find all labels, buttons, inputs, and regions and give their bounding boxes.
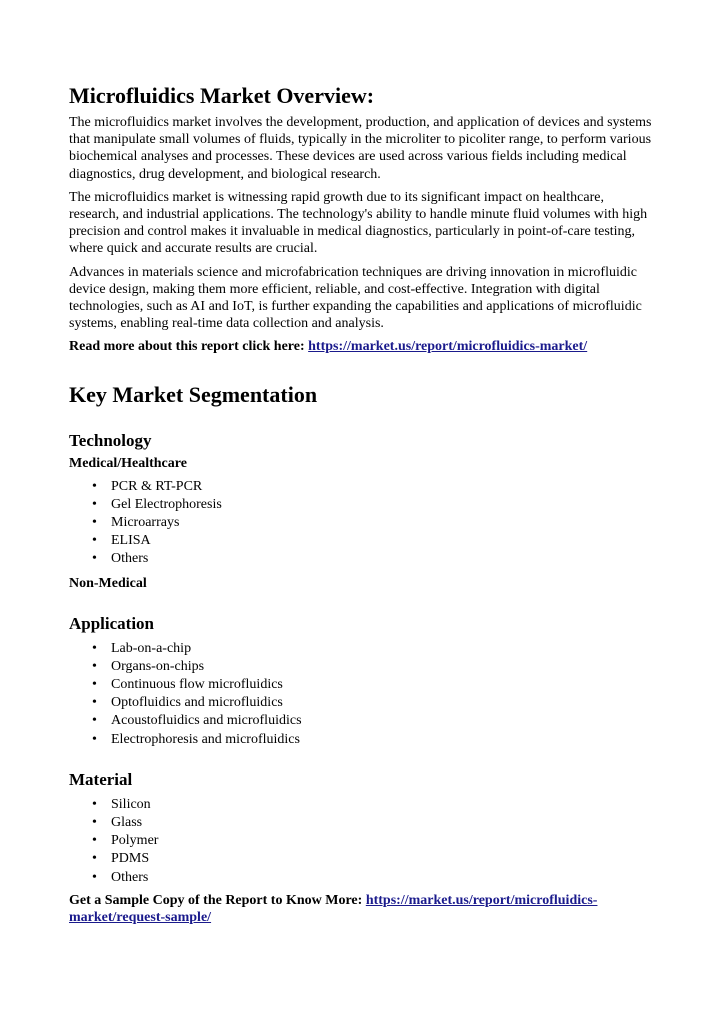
overview-paragraph-2: The microfluidics market is witnessing rapid growth due to its significant impact on healthcare, research, and industrial applications. The technology's ability to handle minute fluid volumes with high precision and control makes it invaluable in medical diagnostics, particularly in point-of-care testing, where quick and accurate results are crucial. (69, 189, 648, 257)
list-item: • PCR & RT-PCR (92, 478, 654, 496)
sample-copy-line (69, 892, 654, 926)
list-item: • Silicon (92, 796, 654, 814)
document-content (69, 82, 654, 932)
material-heading: Material (69, 769, 133, 789)
overview-title: Microfluidics Market Overview: (69, 83, 375, 108)
list-item: • Organs-on-chips (92, 658, 654, 676)
application-heading: Application (69, 613, 155, 633)
list-item: • Microarrays (92, 514, 654, 532)
technology-heading: Technology (69, 430, 152, 450)
list-item: • Polymer (92, 832, 654, 850)
list-item: • Acoustofluidics and microfluidics (92, 712, 654, 730)
medical-healthcare-label: Medical/Healthcare (69, 455, 187, 471)
application-list (69, 640, 654, 749)
list-item: • Electrophoresis and microfluidics (92, 731, 654, 749)
list-item: • Gel Electrophoresis (92, 496, 654, 514)
list-item: • Others (92, 869, 654, 887)
non-medical-label: Non-Medical (69, 575, 147, 591)
list-item: • PDMS (92, 850, 654, 868)
read-more-link[interactable]: https://market.us/report/microfluidics-market/ (308, 339, 588, 355)
sample-copy-link[interactable]: https://market.us/report/microfluidics-market/request-sample/ (69, 892, 598, 926)
segmentation-title: Key Market Segmentation (69, 381, 318, 407)
list-item: • Optofluidics and microfluidics (92, 694, 654, 712)
list-item: • ELISA (92, 532, 654, 550)
overview-paragraph-3: Advances in materials science and microfabrication techniques are driving innovation in microfluidic device design, making them more efficient, reliable, and cost-effective. Integration with digital technologies, such as AI and IoT, is further expanding the capabilities and applications of microfluidic systems, enabling real-time data collection and analysis. (69, 264, 642, 332)
list-item: • Continuous flow microfluidics (92, 676, 654, 694)
material-list (69, 796, 654, 887)
list-item: • Glass (92, 814, 654, 832)
read-more-label: Read more about this report click here: (69, 339, 309, 355)
list-item: • Others (92, 550, 654, 568)
medical-list (69, 478, 654, 569)
list-item: • Lab-on-a-chip (92, 640, 654, 658)
read-more-line (69, 338, 654, 355)
overview-paragraph-1: The microfluidics market involves the development, production, and application of devices and systems that manipulate small volumes of fluids, typically in the microliter to picoliter range, to perform various biochemical analyses and processes. These devices are used across various fields including medical diagnostics, drug development, and biological research. (69, 115, 652, 182)
sample-copy-label: Get a Sample Copy of the Report to Know More: (69, 892, 366, 908)
